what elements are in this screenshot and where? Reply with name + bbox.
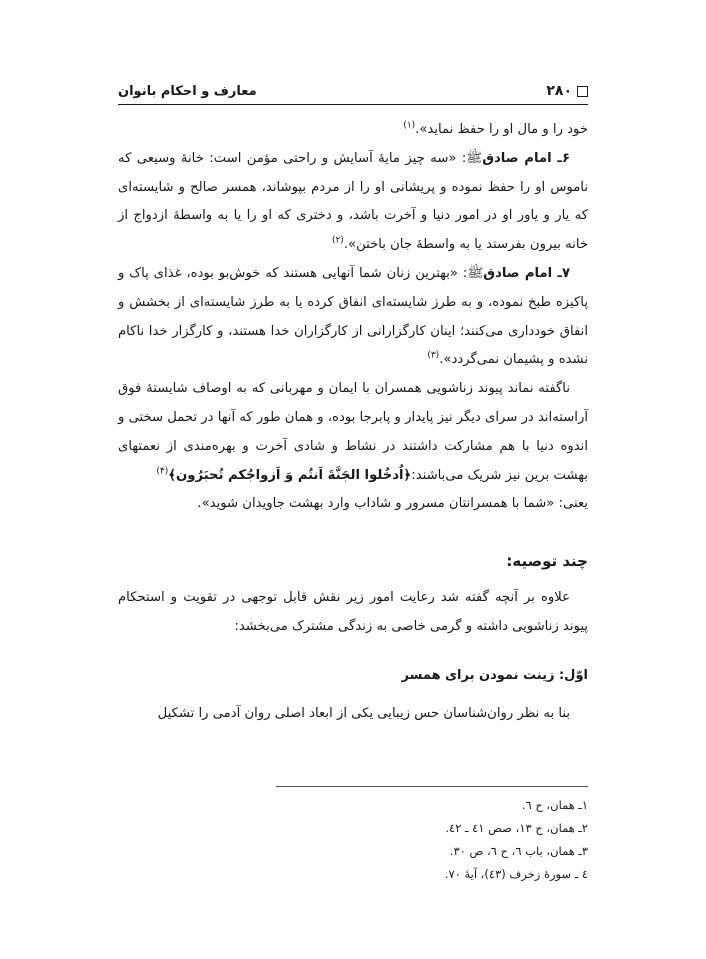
paragraph-3	[118, 375, 588, 490]
footnote-4: ٤ ـ سورهٔ زخرف (٤۳)، آیهٔ ۷۰.	[444, 867, 588, 881]
p0-text: خود را و مال او را حفظ نماید».	[415, 122, 588, 137]
footnote-divider	[276, 786, 588, 787]
honorific-glyph: ﷺ	[466, 150, 483, 166]
p3-text: ناگفته نماند پیوند زناشویی همسران با ایمان و مهربانی که به اوصاف شایستهٔ فوق آراسته‌اند در سرای دیگر نیز پایدار و پابرجا بوده، و همان طور که آنها در تحمل سختی و اندوه دنیا با هم مشارکت داشتند در نشاط و شادی آخرت و بهره‌مندی از نعمتهای بهشت برین نیز شریک می‌باشند:	[118, 381, 588, 483]
footnote-1: ۱ـ همان، ح ٦.	[521, 798, 588, 812]
paragraph-6: بنا به نظر روان‌شناسان حس زیبایی یکی از ابعاد اصلی روان آدمی را تشکیل	[157, 706, 570, 722]
footnote-2: ۲ـ همان، ح ۱۳، صص ٤۱ ـ ٤۲.	[445, 821, 588, 835]
square-bullet-icon	[577, 86, 588, 97]
paragraph-5: علاوه بر آنچه گفته شد رعایت امور زیر نقش قابل توجهی در تقویت و استحکام پیوند زناشویی داشته و گرمی خاصی به زندگی مشترک می‌بخشد:	[118, 589, 588, 634]
hadith-7-number: ۷ـ امام صادق	[483, 265, 571, 281]
footnotes	[276, 794, 588, 886]
subsection-heading: اوّل: زینت نمودن برای همسر	[401, 667, 588, 683]
footnote-ref-4: (۴)	[156, 466, 169, 477]
paragraph-0	[118, 116, 588, 145]
hadith-6-text: : «سه چیز مایهٔ آسایش و راحتی مؤمن است: خانهٔ وسیعی که ناموس او را حفظ نموده و پریشانی او را از مردم بپوشاند، همسر صالح و شایسته‌ای که یار و یاور او در امور دنیا و آخرت باشد، و دختری که او را یا به واسطهٔ ازدواج از خانه بیرون بفرستد یا به واسطهٔ جان باختن».	[118, 150, 588, 253]
header-divider	[118, 104, 588, 105]
quran-verse: ﴿اُدخُلوا الجَنَّةَ اَنتُم وَ اَزواجُکم تُحبَرُون﴾	[168, 467, 412, 483]
page-number-box	[546, 83, 588, 99]
page-header	[118, 80, 588, 102]
main-text	[118, 116, 588, 729]
footnote-3: ۳ـ همان، باب ٦، ح ٦، ص ۳۰.	[449, 844, 588, 858]
section-heading: چند توصیه:	[506, 552, 588, 571]
paragraph-hadith-7	[118, 260, 588, 375]
honorific-glyph: ﷺ	[467, 265, 484, 281]
running-title: معارف و احکام بانوان	[118, 83, 257, 99]
footnote-ref-3: (۳)	[427, 350, 440, 361]
hadith-7-text: : «بهترین زنان شما آنهایی هستند که خوش‌بو بوده، غذای پاک و پاکیزه طبخ نموده، و به طرز شایسته‌ای انفاق کرده یا به طرز شایسته‌ای از بخشش و انفاق خودداری می‌کنند؛ اینان کارگزارانی از کارگزاران خدا هستند، و کارگزار خدا ناکام نشده و پشیمان نمی‌گردد».	[118, 265, 588, 368]
footnote-ref-1: (۱)	[403, 120, 416, 131]
paragraph-hadith-6	[118, 145, 588, 260]
page-number: ۲۸۰	[546, 83, 572, 99]
footnote-ref-2: (۲)	[331, 235, 344, 246]
hadith-6-number: ۶ـ امام صادق	[482, 150, 570, 166]
paragraph-4: یعنی: «شما با همسرانتان مسرور و شاداب وارد بهشت جاویدان شوید».	[197, 496, 588, 512]
